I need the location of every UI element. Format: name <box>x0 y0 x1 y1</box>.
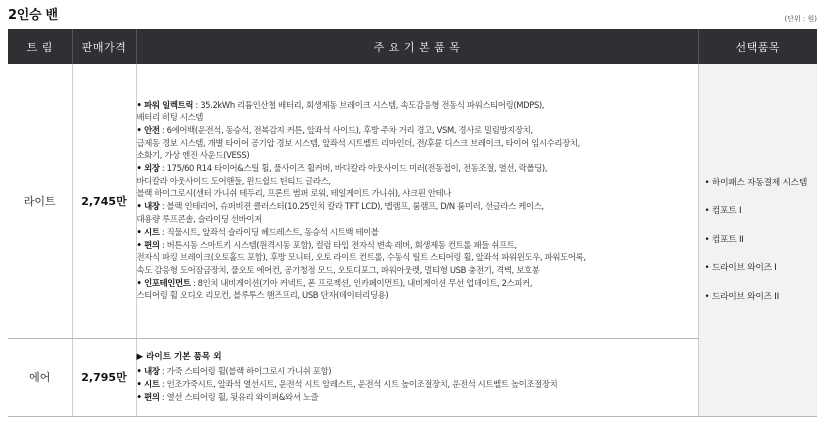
option-label: 드라이브 와이즈 II <box>711 291 779 302</box>
feature-text-continued: 대용량 루프콘솔, 슬라이딩 선바이저 <box>136 213 262 224</box>
feature-category: 내장 <box>144 201 160 212</box>
feature-item <box>137 162 698 199</box>
bullet-icon: • <box>704 291 712 302</box>
feature-text-continued: 바디칼라 아웃사이드 도어핸들, 윈드쉴드 틴티드 글라스, <box>136 175 331 186</box>
page-title: 2인승 밴 <box>8 8 58 23</box>
table-row <box>8 64 817 338</box>
bullet-icon: • <box>136 226 145 237</box>
feature-item <box>137 239 698 276</box>
header-features: 주 요 기 본 품 목 <box>136 29 698 64</box>
bullet-icon: • <box>136 163 145 174</box>
header-price: 판매가격 <box>72 29 136 64</box>
feature-text: : 8인치 내비게이션(기아 커넥트, 폰 프로젝션, 인카페이먼트), 내비게이션 무선 업데이트, 2스피커, <box>190 278 533 289</box>
trim-price: 2,795만 <box>72 338 136 416</box>
option-item <box>705 262 818 274</box>
feature-text: : 인조가죽시트, 앞좌석 열선시트, 운전석 시트 암레스트, 운전석 시트 높이조절장치, 운전석 시트벨트 높이조절장치 <box>159 378 558 389</box>
feature-category: 외장 <box>144 163 160 174</box>
option-item <box>705 205 818 217</box>
feature-category: 시트 <box>144 378 160 389</box>
option-label: 하이패스 자동결제 시스템 <box>711 177 808 188</box>
option-label: 컴포트 I <box>711 206 742 217</box>
bullet-icon: • <box>704 263 712 274</box>
feature-text: : 가죽 스티어링 휠(블랙 하이그로시 가니쉬 포함) <box>159 365 332 376</box>
feature-category: 편의 <box>144 392 160 403</box>
option-item <box>705 234 818 246</box>
feature-group <box>137 99 698 302</box>
base-includes-label: ▶ 라이트 기본 품목 외 <box>136 351 222 362</box>
trim-name: 라이트 <box>8 64 72 338</box>
bullet-icon: • <box>136 125 145 136</box>
unit-note: (단위 : 원) <box>784 15 817 23</box>
feature-list <box>136 338 698 416</box>
feature-category: 안전 <box>144 125 160 136</box>
feature-text: : 직물시트, 앞좌석 슬라이딩 헤드레스트, 동승석 시트백 테이블 <box>159 226 379 237</box>
bullet-icon: • <box>136 378 145 389</box>
feature-list <box>136 64 698 338</box>
bullet-icon: • <box>136 240 145 251</box>
feature-category: 인포테인먼트 <box>144 278 191 289</box>
feature-text: : 버튼시동 스마트키 시스템(원격시동 포함), 컬럼 타입 전자식 변속 레버, 회생제동 컨트롤 패들 쉬프트, <box>159 240 517 251</box>
feature-text: : 열선 스티어링 휠, 뒷유리 와이퍼&와셔 노즐 <box>159 392 319 403</box>
spec-table <box>8 29 817 417</box>
feature-item <box>137 277 698 302</box>
feature-item <box>137 124 698 161</box>
bullet-icon: • <box>136 99 145 110</box>
bullet-icon: • <box>704 206 712 217</box>
feature-text: : 6에어백(운전석, 동승석, 전복감지 커튼, 앞좌석 사이드), 후방 주차 거리 경고, VSM, 경사로 밀림방지장치, <box>159 125 533 136</box>
feature-text-continued: 급제동 경보 시스템, 개별 타이어 공기압 경보 시스템, 앞좌석 시트벨트 리마인더, 전/후륜 디스크 브레이크, 타이어 임시수리장치, <box>136 137 580 148</box>
bullet-icon: • <box>136 365 145 376</box>
feature-item <box>137 200 698 225</box>
feature-text-continued: 배터리 히팅 시스템 <box>136 112 204 123</box>
bullet-icon: • <box>704 177 712 188</box>
feature-item <box>137 391 698 403</box>
option-label: 컴포트 II <box>711 234 744 245</box>
trim-name: 에어 <box>8 338 72 416</box>
feature-item <box>137 226 698 238</box>
option-label: 드라이브 와이즈 Ⅰ <box>711 263 777 274</box>
header-trim: 트 림 <box>8 29 72 64</box>
option-item <box>705 177 818 189</box>
feature-text-continued: 전자식 파킹 브레이크(오토홀드 포함), 후방 모니터, 오토 라이트 컨트롤, 수동식 틸트 스티어링 휠, 앞좌석 파워윈도우, 파워도어록, <box>136 252 586 263</box>
feature-text-continued: 소화기, 가상 엔진 사운드(VESS) <box>136 150 250 161</box>
feature-text-continued: 속도 감응형 도어잠금장치, 풀오토 에어컨, 공기청정 모드, 오토디포그, 파워아웃렛, 멀티형 USB 충전기, 격벽, 보호봉 <box>136 264 540 275</box>
feature-category: 편의 <box>144 240 160 251</box>
bullet-icon: • <box>136 201 145 212</box>
feature-text-continued: 스티어링 휠 오디오 리모컨, 블루투스 핸즈프리, USB 단자(데이터리딩용) <box>136 290 389 301</box>
bullet-icon: • <box>704 234 712 245</box>
feature-item <box>137 378 698 390</box>
options-list <box>699 177 818 303</box>
feature-group <box>137 365 698 404</box>
feature-text: : 175/60 R14 타이어&스틸 휠, 풀사이즈 휠커버, 바디칼라 아웃사이드 미러(전동접이, 전동조절, 열선, 락폴딩), <box>159 163 548 174</box>
feature-text-continued: 블랙 하이그로시(센터 가니쉬 테두리, 프론트 범퍼 로워, 테일게이트 가니쉬), 샤크핀 안테나 <box>136 187 452 198</box>
feature-text: : 블랙 인테리어, 슈퍼비젼 클러스터(10.25인치 칼라 TFT LCD), 맵램프, 룸램프, D/N 룸미러, 선글라스 케이스, <box>159 201 544 212</box>
options-cell <box>698 64 817 416</box>
bullet-icon: • <box>136 278 145 289</box>
header-options: 선택품목 <box>698 29 817 64</box>
option-item <box>705 291 818 303</box>
table-row <box>8 338 817 416</box>
feature-item <box>137 365 698 377</box>
bullet-icon: • <box>136 392 145 403</box>
feature-category: 내장 <box>144 365 160 376</box>
feature-category: 파워 일렉트릭 <box>144 99 194 110</box>
header-row <box>8 29 817 64</box>
feature-item <box>137 99 698 124</box>
trim-price: 2,745만 <box>72 64 136 338</box>
feature-text: : 35.2kWh 리튬인산철 배터리, 회생제동 브레이크 시스템, 속도감응형 전동식 파워스티어링(MDPS), <box>193 99 545 110</box>
feature-category: 시트 <box>144 226 160 237</box>
